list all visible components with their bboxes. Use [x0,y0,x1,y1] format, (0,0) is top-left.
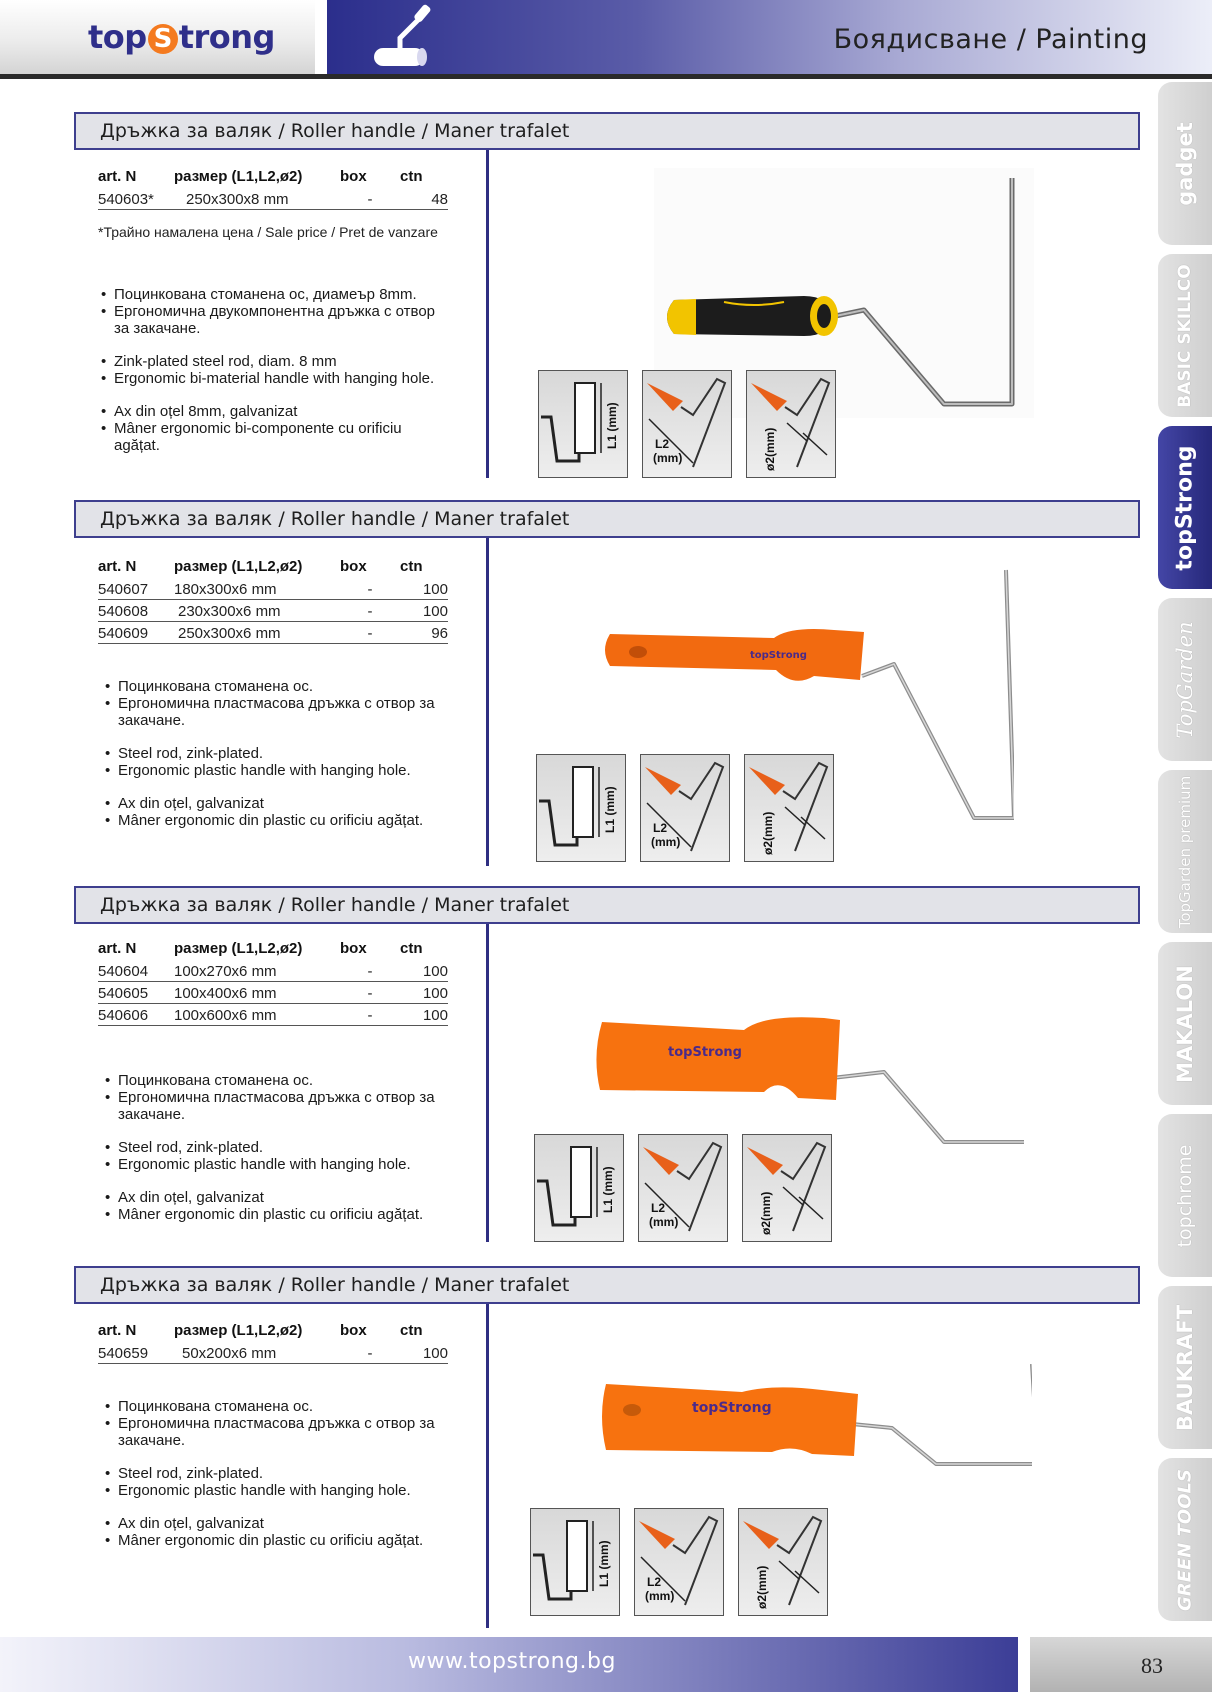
l2-unit-label: (mm) [645,1589,675,1603]
cell-size: 180x300x6 mm [174,578,340,600]
list-item: • Ergonomic plastic handle with hanging hole. [104,762,454,779]
tab-green-tools[interactable] [1158,1458,1212,1621]
col-header-size: размер (L1,L2,ø2) [174,940,303,957]
diameter-icon [746,370,836,478]
product-photo [592,1354,1032,1494]
list-item: • Ергономична пластмасова дръжка с отвор за закачане. [104,695,454,729]
cell-ctn: 100 [400,600,448,622]
tab-label: TopGarden [1173,620,1197,739]
l2-dimension-icon [634,1508,724,1616]
column-divider [486,150,489,478]
list-item: • Steel rod, zink-plated. [104,1139,454,1156]
cell-art: 540609 [98,622,174,644]
l1-dimension-icon [530,1508,620,1616]
handle-logo: topStrong [750,650,807,661]
col-header-box: box [340,168,367,185]
table-header-row [98,1322,448,1342]
d2-label: ø2(mm) [759,1191,773,1235]
col-header-box: box [340,940,367,957]
l1-label: L1 (mm) [605,402,619,449]
section-title: Дръжка за валяк / Roller handle / Maner trafalet [74,886,1140,924]
list-item: • Поцинкована стоманена ос. [104,1072,454,1089]
list-item: • Ергономична пластмасова дръжка с отвор за закачане. [104,1089,454,1123]
cell-ctn: 100 [400,982,448,1004]
list-item: • Ax din oțel 8mm, galvanizat [100,403,450,420]
cell-ctn: 100 [400,1004,448,1026]
sale-note: *Трайно намалена цена / Sale price / Pret de vanzare [98,224,438,240]
list-item: • Mâner ergonomic din plastic cu orificiu agățat. [104,1206,454,1223]
l2-label: L2 [647,1575,662,1589]
list-item: • Steel rod, zink-plated. [104,745,454,762]
page-number-box [1030,1637,1212,1692]
brand-logo: top S trong [88,18,275,56]
list-item: • Zink-plated steel rod, diam. 8 mm [100,353,450,370]
col-header-art: art. N [98,168,137,185]
tab-basic-skillco[interactable] [1158,254,1212,417]
section-title: Дръжка за валяк / Roller handle / Maner trafalet [74,500,1140,538]
l1-dimension-icon [536,754,626,862]
col-header-ctn: ctn [400,940,423,957]
tab-label: BASIC SKILLCO [1175,263,1195,408]
page-header [0,0,1212,74]
list-item: • Steel rod, zink-plated. [104,1465,454,1482]
col-header-ctn: ctn [400,558,423,575]
tab-label: gadget [1173,121,1197,206]
cell-box: - [340,982,400,1004]
paint-roller-icon [370,4,440,70]
spec-table [98,1322,448,1364]
table-header-row [98,168,448,188]
tab-topgarden[interactable] [1158,598,1212,761]
list-item: • Поцинкована стоманена ос. [104,678,454,695]
l2-dimension-icon [640,754,730,862]
l2-unit-label: (mm) [653,451,683,465]
l1-label: L1 (mm) [601,1166,615,1213]
table-row [98,188,448,210]
l2-unit-label: (mm) [651,835,681,849]
list-item: • Ax din oțel, galvanizat [104,1515,454,1532]
table-row [98,622,448,644]
website-link[interactable]: www.topstrong.bg [408,1649,616,1674]
col-header-box: box [340,1322,367,1339]
l2-dimension-icon [638,1134,728,1242]
diameter-icon [742,1134,832,1242]
spec-table [98,940,448,1026]
cell-size: 250x300x6 mm [174,622,340,644]
cell-art: 540659 [98,1342,174,1364]
list-item: • Ergonomic plastic handle with hanging hole. [104,1156,454,1173]
cell-box: - [340,600,400,622]
column-divider [486,924,489,1242]
col-header-ctn: ctn [400,168,423,185]
cell-art: 540604 [98,960,174,982]
cell-art: 540605 [98,982,174,1004]
header-rule [0,74,1212,79]
table-row [98,578,448,600]
product-section [74,112,1140,480]
product-section [74,1266,1140,1628]
list-item: • Поцинкована стоманена ос, диамеър 8mm. [100,286,450,303]
feature-list [104,678,454,845]
table-row [98,600,448,622]
list-item: • Ergonomic plastic handle with hanging hole. [104,1482,454,1499]
list-item: • Поцинкована стоманена ос. [104,1398,454,1415]
l2-label: L2 [655,437,670,451]
cell-box: - [340,622,400,644]
brand-sidebar [1158,82,1212,1637]
feature-list [104,1398,454,1565]
cell-size: 100x600x6 mm [174,1004,340,1026]
cell-ctn: 100 [400,1342,448,1364]
col-header-size: размер (L1,L2,ø2) [174,168,303,185]
tab-label: MAKALON [1173,964,1197,1083]
page-number: 83 [1141,1653,1163,1678]
list-item: • Ax din oțel, galvanizat [104,1189,454,1206]
category-title: Боядисване / Painting [833,24,1148,55]
cell-ctn: 96 [400,622,448,644]
table-row [98,1342,448,1364]
tab-baukraft[interactable] [1158,1286,1212,1449]
tab-label: topchrome [1174,1144,1196,1247]
spec-table [98,558,448,644]
col-header-art: art. N [98,558,137,575]
cell-ctn: 100 [400,578,448,600]
spec-table [98,168,448,210]
cell-box: - [340,188,400,210]
list-item: • Mâner ergonomic din plastic cu orificiu agățat. [104,1532,454,1549]
cell-size: 230x300x6 mm [174,600,340,622]
tab-label: BAUKRAFT [1173,1304,1197,1431]
product-section [74,886,1140,1244]
diameter-icon [744,754,834,862]
tab-topgarden-premium[interactable] [1158,770,1212,933]
cell-ctn: 100 [400,960,448,982]
table-header-row [98,940,448,960]
list-item: • Ергономична пластмасова дръжка с отвор за закачане. [104,1415,454,1449]
list-item: • Ергономична двукомпонентна дръжка с отвор за закачане. [100,303,450,337]
cell-box: - [340,578,400,600]
col-header-box: box [340,558,367,575]
column-divider [486,538,489,866]
page-footer [0,1637,1212,1692]
cell-ctn: 48 [400,188,448,210]
handle-logo: topStrong [692,1400,772,1416]
col-header-art: art. N [98,1322,137,1339]
l1-dimension-icon [538,370,628,478]
tab-makalon[interactable] [1158,942,1212,1105]
diameter-icon [738,1508,828,1616]
handle-logo: topStrong [668,1045,742,1060]
tab-topstrong[interactable] [1158,426,1212,589]
feature-list [104,1072,454,1239]
l2-unit-label: (mm) [649,1215,679,1229]
list-item: • Ax din oțel, galvanizat [104,795,454,812]
section-title: Дръжка за валяк / Roller handle / Maner trafalet [74,1266,1140,1304]
l1-dimension-icon [534,1134,624,1242]
cell-art: 540603* [98,188,174,210]
cell-size: 250x300x8 mm [174,188,340,210]
cell-size: 100x270x6 mm [174,960,340,982]
d2-label: ø2(mm) [755,1565,769,1609]
col-header-size: размер (L1,L2,ø2) [174,1322,303,1339]
column-divider [486,1304,489,1628]
table-row [98,982,448,1004]
tab-topchrome[interactable] [1158,1114,1212,1277]
section-title: Дръжка за валяк / Roller handle / Maner trafalet [74,112,1140,150]
l2-label: L2 [653,821,668,835]
col-header-ctn: ctn [400,1322,423,1339]
l1-label: L1 (mm) [597,1540,611,1587]
list-item: • Mâner ergonomic din plastic cu orificiu agățat. [104,812,454,829]
list-item: • Mâner ergonomic bi-componente cu orificiu agățat. [100,420,450,454]
cell-art: 540607 [98,578,174,600]
cell-box: - [340,1342,400,1364]
d2-label: ø2(mm) [761,811,775,855]
table-row [98,1004,448,1026]
tab-gadget[interactable] [1158,82,1212,245]
tab-label: topStrong [1172,444,1198,571]
d2-label: ø2(mm) [763,427,777,471]
l2-label: L2 [651,1201,666,1215]
feature-list [100,286,450,470]
cell-box: - [340,1004,400,1026]
l1-label: L1 (mm) [603,786,617,833]
col-header-size: размер (L1,L2,ø2) [174,558,303,575]
l2-dimension-icon [642,370,732,478]
cell-art: 540608 [98,600,174,622]
tab-label: GREEN TOOLS [1174,1468,1196,1611]
list-item: • Ergonomic bi-material handle with hanging hole. [100,370,450,387]
cell-art: 540606 [98,1004,174,1026]
col-header-art: art. N [98,940,137,957]
product-section [74,500,1140,868]
table-header-row [98,558,448,578]
table-row [98,960,448,982]
cell-size: 100x400x6 mm [174,982,340,1004]
cell-size: 50x200x6 mm [174,1342,340,1364]
brand-logo-panel [0,0,315,74]
tab-label: TopGarden premium [1176,775,1194,928]
cell-box: - [340,960,400,982]
